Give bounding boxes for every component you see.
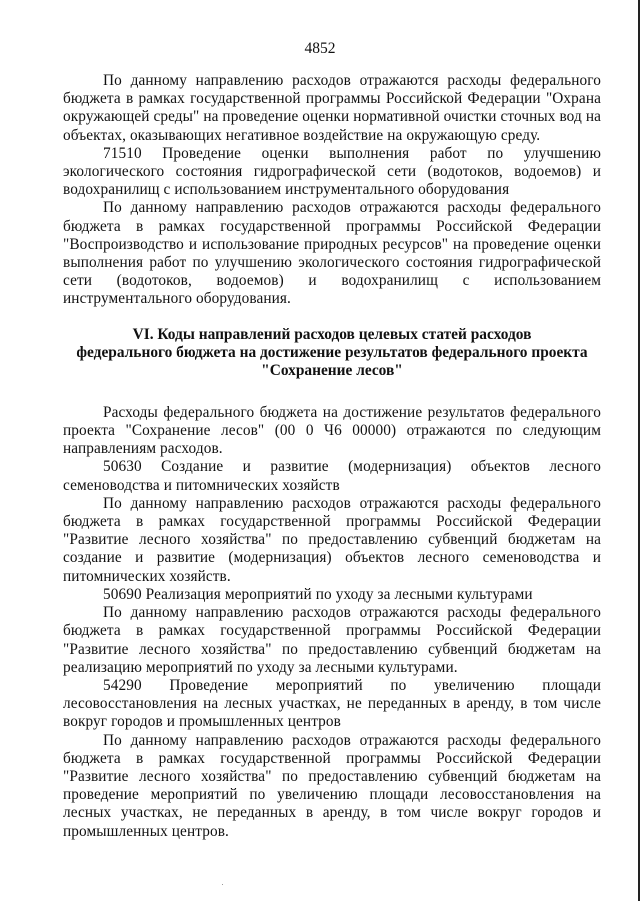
section-heading-line: федерального бюджета на достижение результатов федерального проекта	[76, 344, 588, 362]
section-heading-line: "Сохранение лесов"	[261, 362, 403, 380]
paragraph: По данному направлению расходов отражаются расходы федерального бюджета в рамках государственной программы Российской Федерации "Развитие лесного хозяйства" по предоставлению субвенций бюджетам на реализацию мероприятий по уходу за лесными культурами.	[63, 604, 601, 676]
page-number: 4852	[304, 40, 336, 57]
page-body	[63, 72, 601, 841]
paragraph: Расходы федерального бюджета на достижение результатов федерального проекта "Сохранение лесов" (00 0 Ч6 00000) отражаются по следующим направлениям расходов.	[63, 403, 601, 458]
paragraph: 54290 Проведение мероприятий по увеличению площади лесовосстановления на лесных участках, не переданных в аренду, в том числе вокруг городов и промышленных центров	[63, 676, 601, 731]
paragraph: 71510 Проведение оценки выполнения работ по улучшению экологического состояния гидрографической сети (водотоков, водоемов) и водохранилищ с использованием инструментального оборудования	[63, 144, 601, 199]
paragraph: По данному направлению расходов отражаются расходы федерального бюджета в рамках государственной программы Российской Федерации "Развитие лесного хозяйства" по предоставлению субвенций бюджетам на проведение мероприятий по увеличению площади лесовосстановления на лесных участках, не переданных в аренду, в том числе вокруг городов и промышленных центров.	[63, 731, 601, 840]
paragraph: По данному направлению расходов отражаются расходы федерального бюджета в рамках государственной программы Российской Федерации "Воспроизводство и использование природных ресурсов" на проведение оценки выполнения работ по улучшению экологического состояния гидрографической сети (водотоков, водоемов) и водохранилищ с использованием инструментального оборудования.	[63, 199, 601, 308]
scan-speck	[222, 884, 223, 885]
section-heading-line: VI. Коды направлений расходов целевых статей расходов	[132, 325, 532, 343]
paragraph: 50630 Создание и развитие (модернизация) объектов лесного семеноводства и питомнических хозяйств	[63, 458, 601, 494]
paragraph: 50690 Реализация мероприятий по уходу за лесными культурами	[103, 585, 533, 603]
paragraph: По данному направлению расходов отражаются расходы федерального бюджета в рамках государственной программы Российской Федерации "Охрана окружающей среды" на проведение оценки нормативной очистки сточных вод на объектах, оказывающих негативное воздействие на окружающую среду.	[63, 72, 601, 144]
paragraph: По данному направлению расходов отражаются расходы федерального бюджета в рамках государственной программы Российской Федерации "Развитие лесного хозяйства" по предоставлению субвенций бюджетам на создание и развитие (модернизация) объектов лесного семеноводства и питомнических хозяйств.	[63, 494, 601, 585]
section-heading	[63, 326, 601, 381]
